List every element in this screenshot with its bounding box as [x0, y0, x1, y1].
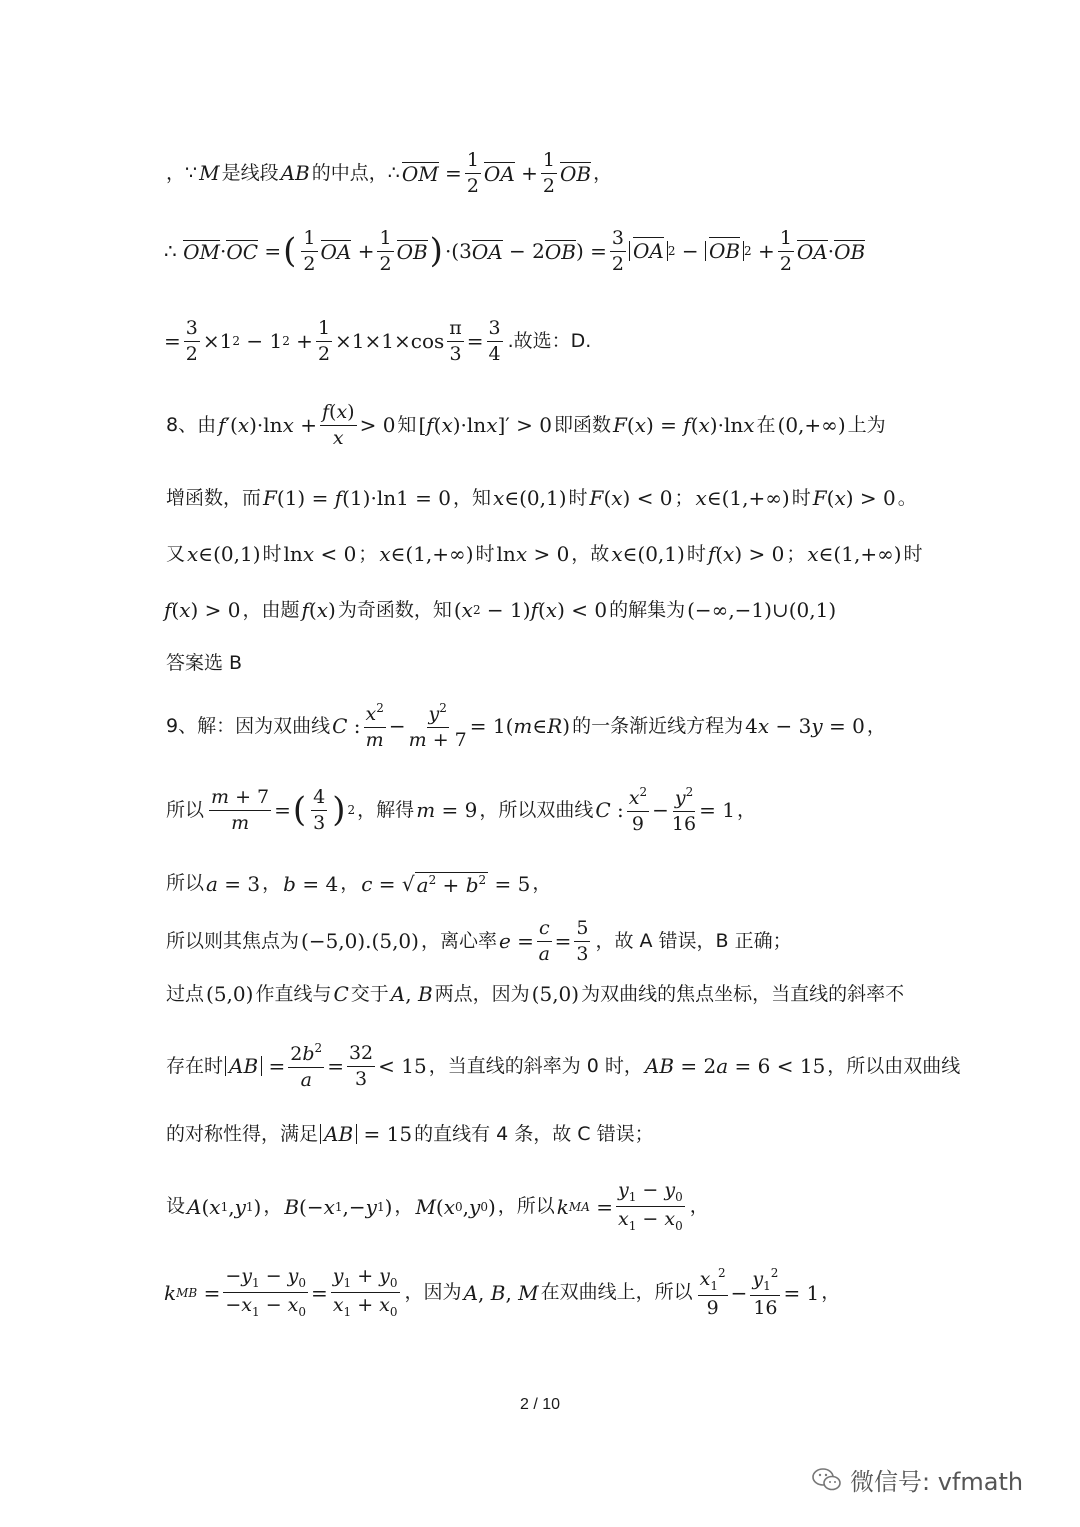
p8-line3: 又 x ∈(0,1) 时 ln x < 0 ； x ∈(1,+∞) 时 ln x > 0 ，故 x ∈(0,1) 时 f ( x ) > 0 ； x ∈(1,+∞) 时	[166, 542, 923, 566]
p9-line5: 过点 (5,0) 作直线与 C 交于 A , B 两点，因为 (5,0) 为双曲线的焦点坐标，当直线的斜率不	[166, 982, 905, 1006]
p9-line6: 存在时 AB = $\frac{2b^2}{a}$ = $\frac{32}{3}$ < 15 ，当直线的斜率为 0 时， AB = 2 a = 6 < 15 ，所以由双曲线	[166, 1041, 961, 1091]
p7-line3: = $\frac{3}{2}$ ×1 2 − 1 2 + $\frac{1}{2}$ ×1×1×cos $\frac{\pi}{3}$ = $\frac{3}{4}$ .故选：D.	[164, 317, 592, 365]
p8-line1: 8、由 f ′( x )·ln x + $\frac{f(x)}{x}$ > 0 知 [ f ( x )·ln x ]′ > 0 即函数 F ( x ) = f ( x )·ln x 在 (0,+∞) 上为	[166, 401, 886, 449]
p9-line2: 所以 $\frac{m + 7}{m}$ = ( $\frac{4}{3}$ ) 2 ，解得 m = 9 ，所以双曲线 C : $\frac{x^2}{9}$ − $\frac{y^2}{16}$ = 1 ，	[166, 785, 756, 835]
p9-line8: 设 A ( x 1 , y 1 ) ， B (− x 1 ,− y 1 ) ， M ( x 0 , y 0 ) ，所以 k MA = $\frac{y_1 - y_0}{x_1 - x_0}$ ，	[166, 1179, 709, 1234]
p8-line4: f ( x ) > 0 ，由题 f ( x ) 为奇函数，知 ( x 2 − 1) f ( x ) < 0 的解集为 (−∞,−1)∪(0,1)	[164, 598, 837, 622]
wechat-watermark	[812, 1462, 1023, 1497]
p7-line1: ，∵ M 是线段 AB 的中点，∴ OM = $\frac{1}{2}$ OA + $\frac{1}{2}$ OB ，	[166, 149, 613, 197]
p9-line9: k MB = $\frac{-y_1 - y_0}{-x_1 - x_0}$ = $\frac{y_1 + y_0}{x_1 + x_0}$ ，因为 A , B , M 在双曲线上，所以 $\frac{x_1^2}{9}$ − $\frac{y_1^2}{16}$ = 1 ，	[164, 1265, 841, 1320]
p8-answer: 答案选 B	[166, 652, 243, 674]
p9-line1: 9、解：因为双曲线 C : $\frac{x^2}{m}$ − $\frac{y^2}{m + 7}$ = 1( m ∈ R ) 的一条渐近线方程为 4 x − 3 y = 0 ，	[166, 701, 886, 751]
watermark-text: 微信号: vfmath	[850, 1468, 1024, 1496]
page-number: 2 / 10	[519, 1396, 561, 1413]
p9-line7: 的对称性得，满足 AB = 15 的直线有 4 条，故 C 错误；	[166, 1122, 654, 1146]
wechat-icon	[812, 1467, 842, 1493]
p9-line3: 所以 a = 3 ， b = 4 ， c = √ $a^2 + b^2$ = 5 ，	[166, 871, 552, 897]
p8-line2: 增函数，而 F (1) = f (1)·ln1 = 0 ，知 x ∈(0,1) 时 F ( x ) < 0 ； x ∈(1,+∞) 时 F ( x ) > 0 。	[166, 486, 917, 510]
p9-line4: 所以则其焦点为 (−5,0).(5,0) ，离心率 e = $\frac{c}{a}$ = $\frac{5}{3}$ ，故 A 错误，B 正确；	[166, 917, 792, 965]
p7-line2: ∴ OM · OC = ( $\frac{1}{2}$ OA + $\frac{1}{2}$ OB ) ·(3 OA − 2 OB ) = $\frac{3}{2}$ OA 2 − OB 2 + $\frac{1}{2}$ OA · OB	[164, 227, 866, 275]
